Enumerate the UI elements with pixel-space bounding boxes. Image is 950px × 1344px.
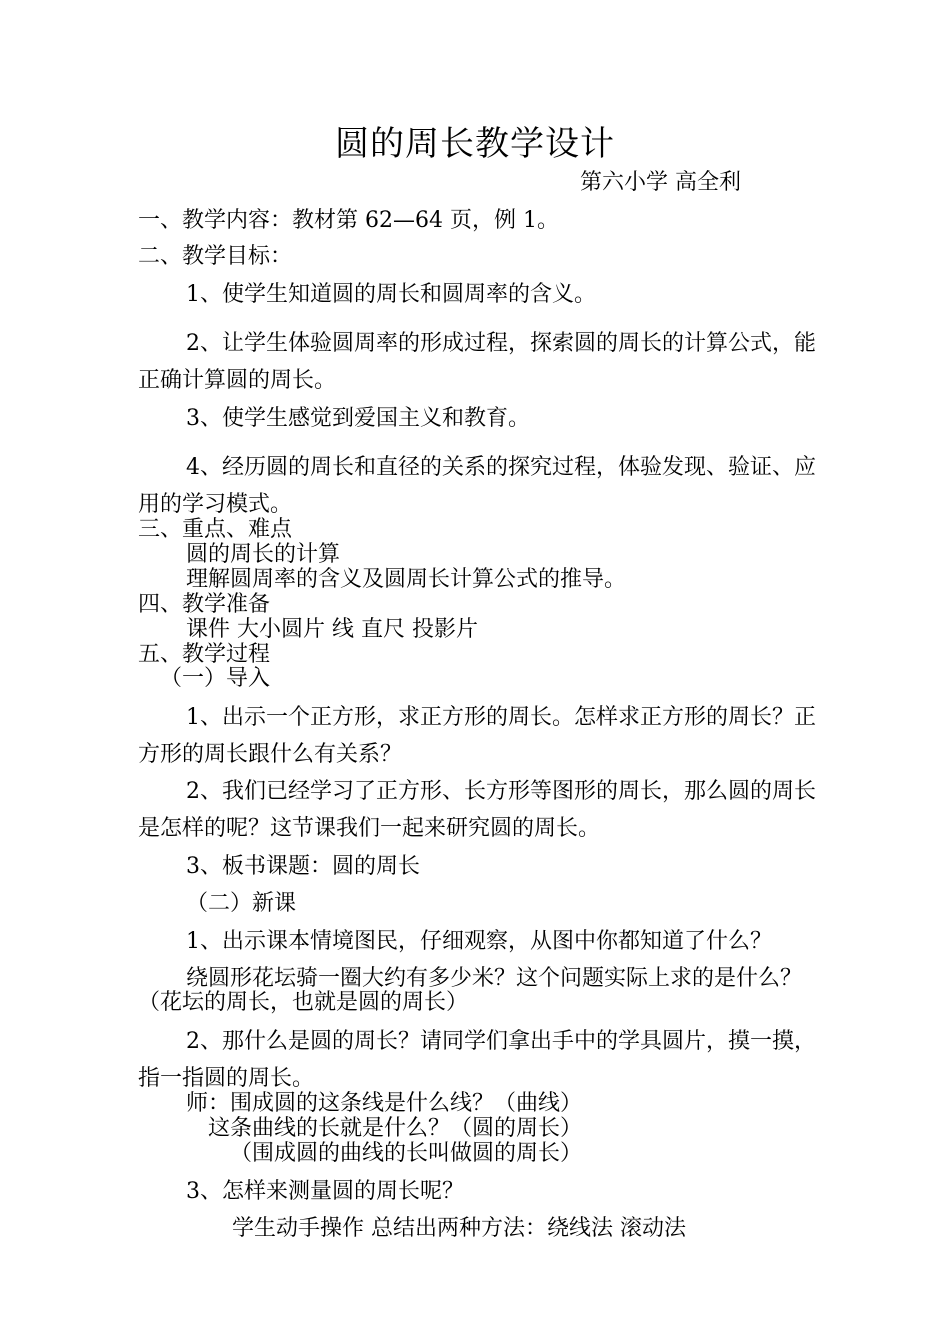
keypoint-2: 理解圆周率的含义及圆周长计算公式的推导。: [186, 567, 627, 592]
section-heading-preparation: 四、教学准备: [138, 592, 271, 617]
definition-note: （围成圆的曲线的长叫做圆的周长）: [230, 1141, 583, 1166]
lesson-item-1-question: 绕圆形花坛骑一圈大约有多少米？这个问题实际上求的是什么？: [186, 966, 803, 991]
subsection-intro: （一）导入: [160, 666, 271, 691]
subsection-new-lesson: （二）新课: [186, 891, 297, 916]
goal-item-2-line-1: 2、让学生体验圆周率的形成过程，探索圆的周长的计算公式，能: [186, 331, 816, 356]
intro-item-1-line-1: 1、出示一个正方形，求正方形的周长。怎样求正方形的周长？正: [186, 705, 816, 730]
teacher-question-2: 这条曲线的长就是什么？（圆的周长）: [208, 1116, 583, 1141]
goal-item-3: 3、使学生感觉到爱国主义和教育。: [186, 406, 530, 431]
lesson-item-1: 1、出示课本情境图民，仔细观察，从图中你都知道了什么？: [186, 929, 772, 954]
lesson-item-2-line-1: 2、那什么是圆的周长？请同学们拿出手中的学具圆片，摸一摸，: [186, 1029, 816, 1054]
preparation-items: 课件 大小圆片 线 直尺 投影片: [186, 617, 478, 642]
section-heading-process: 五、教学过程: [138, 642, 271, 667]
section-heading-content: 一、教学内容：教材第 62—64 页，例 1。: [138, 208, 559, 233]
intro-item-2-line-1: 2、我们已经学习了正方形、长方形等图形的周长，那么圆的周长: [186, 779, 816, 804]
intro-item-3: 3、板书课题：圆的周长: [186, 854, 420, 879]
goal-item-4-line-2: 用的学习模式。: [138, 492, 293, 517]
intro-item-2-line-2: 是怎样的呢？这节课我们一起来研究圆的周长。: [138, 816, 601, 841]
lesson-item-3: 3、怎样来测量圆的周长呢？: [186, 1179, 464, 1204]
author-line: 第六小学 高全利: [580, 170, 741, 195]
document-title: 圆的周长教学设计: [335, 124, 615, 164]
lesson-item-1-answer: （花坛的周长，也就是圆的周长）: [138, 990, 469, 1015]
keypoint-1: 圆的周长的计算: [186, 542, 341, 567]
lesson-item-2-line-2: 指一指圆的周长。: [138, 1066, 315, 1091]
teacher-question-1: 师：围成圆的这条线是什么线？（曲线）: [186, 1091, 583, 1116]
student-activity: 学生动手操作 总结出两种方法：绕线法 滚动法: [232, 1216, 686, 1241]
goal-item-4-line-1: 4、经历圆的周长和直径的关系的探究过程，体验发现、验证、应: [186, 455, 816, 480]
section-heading-goals: 二、教学目标：: [138, 244, 293, 269]
goal-item-2-line-2: 正确计算圆的周长。: [138, 368, 337, 393]
section-heading-keypoints: 三、重点、难点: [138, 517, 293, 542]
goal-item-1: 1、使学生知道圆的周长和圆周率的含义。: [186, 282, 596, 307]
intro-item-1-line-2: 方形的周长跟什么有关系？: [138, 742, 403, 767]
